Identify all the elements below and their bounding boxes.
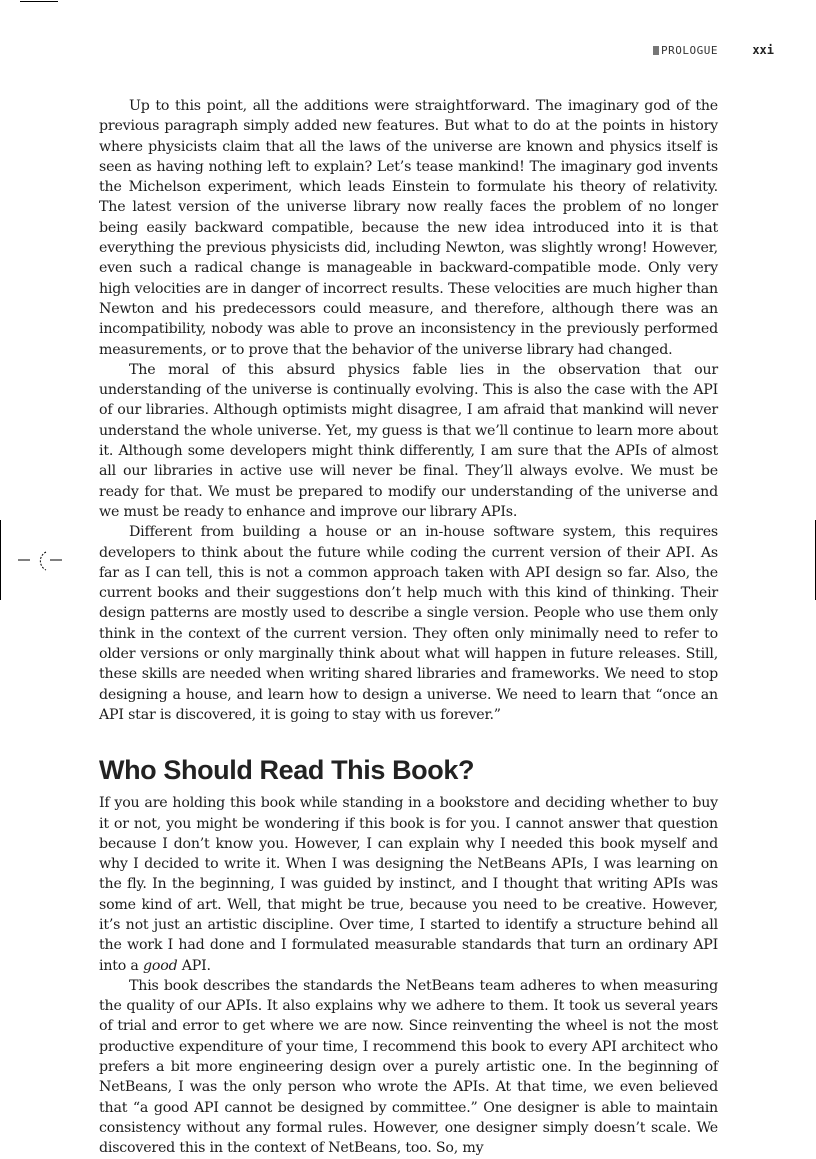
page-number: xxi [752,43,774,57]
section-paragraph-2: This book describes the standards the NetBeans team adheres to when measuring the quality of our APIs. It also explains why we adhere to them. It took us several years of trial and error to get where we are now. Since reinventing the wheel is not the most productive expenditure of your time, I recommend this book to every API architect who prefers a bit more engineering design over a purely artistic one. In the beginning of NetBeans, I was the only person who wrote the APIs. At that time, we even believed that “a good API cannot be designed by committee.” One designer is able to maintain consistency without any formal rules. However, one designer simply doesn’t scale. We discovered this in the context of NetBeans, too. So, my [99,977,718,1157]
page-body [99,96,718,1159]
page-header [0,44,774,60]
section-paragraph-1 [99,793,718,976]
emphasis-good: good [143,957,178,974]
paragraph-3: Different from building a house or an in-house software system, this requires developers to think about the future while coding the current version of their API. As far as I can tell, this is not a common approach taken with API design so far. Also, the current books and their suggestions don’t help much with this kind of thinking. Their design patterns are mostly used to describe a single version. People who use them only think in the context of the current version. They often only minimally need to refer to older versions or only marginally think about what will happen in future releases. Still, these skills are needed when writing shared libraries and frameworks. We need to stop designing a house, and learn how to design a universe. We need to learn that “once an API star is discovered, it is going to stay with us forever.” [99,524,718,723]
crop-mark-top [20,1,58,2]
registration-mark-icon [18,548,64,578]
crop-mark-left [0,520,1,600]
paragraph-2: The moral of this absurd physics fable lies in the observation that our understanding of the universe is continually evolving. This is also the case with the API of our libraries. Although optimists might disagree, I am afraid that mankind will never understand the whole universe. Yet, my guess is that we’ll continue to learn more about it. Although some developers might think differently, I am sure that the APIs of almost all our libraries in active use will never be final. They’ll always evolve. We must be ready for that. We must be prepared to modify our understanding of the universe and we must be ready to enhance and improve our library APIs. [99,361,718,520]
paragraph-1: Up to this point, all the additions were straightforward. The imaginary god of the previous paragraph simply added new features. But what to do at the points in history where physicists claim that all the laws of the universe are known and physics itself is seen as having nothing left to explain? Let’s tease mankind! The imaginary god invents the Michelson experiment, which leads Einstein to formulate his theory of relativity. The latest version of the universe library now really faces the problem of no longer being easily backward compatible, because the new idea introduced into it is that everything the previous physicists did, including Newton, was slightly wrong! However, even such a radical change is manageable in backward-compatible mode. Only very high velocities are in danger of incorrect results. These velocities are much higher than Newton and his predecessors could measure, and therefore, although there was an incompatibility, nobody was able to prove an inconsistency in the previously performed measurements, or to prove that the behavior of the universe library had changed. [99,98,718,358]
paragraph-text: If you are holding this book while standing in a bookstore and deciding whether to buy it or not, you might be wondering if this book is for you. I cannot answer that question because I don’t know you. However, I can explain why I needed this book myself and why I decided to write it. When I was designing the NetBeans APIs, I was learning on the fly. In the beginning, I was guided by instinct, and I thought that writing APIs was some kind of art. Well, that might be true, because you need to be creative. However, it’s not just an artistic discipline. Over time, I started to identify a structure behind all the work I had done and I formulated measurable standards that turn an ordinary API into a [99,795,718,974]
paragraph-text-end: API. [177,957,211,974]
running-head: PROLOGUE [653,44,718,57]
section-heading: Who Should Read This Book? [99,755,475,786]
